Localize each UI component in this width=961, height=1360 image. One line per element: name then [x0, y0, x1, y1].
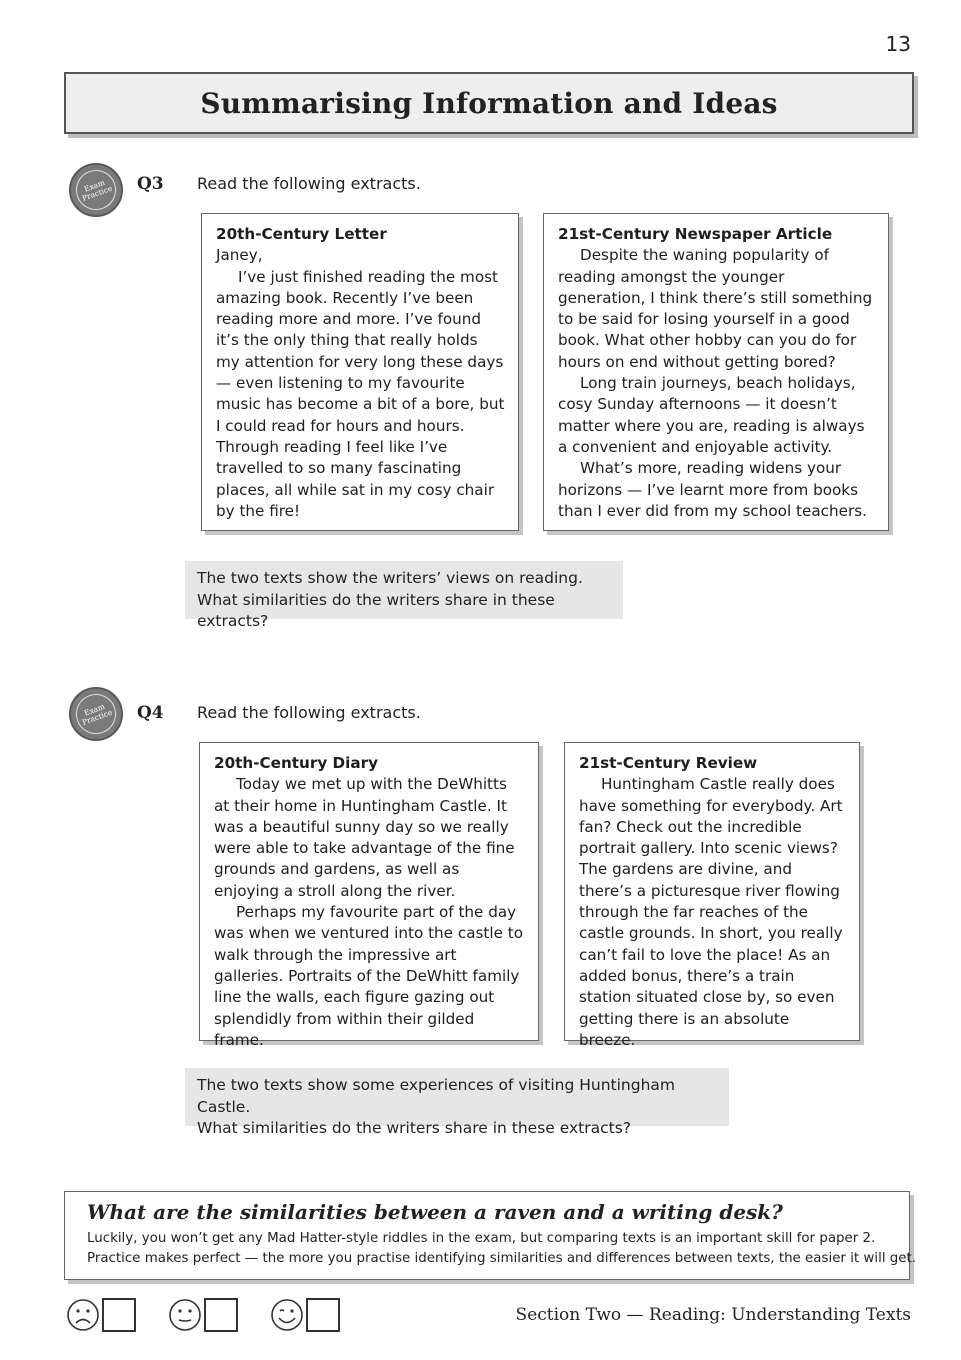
- extract-paragraph: Long train journeys, beach holidays, cosy Sunday afternoons — it doesn’t matter where you are, reading is always a convenient and enjoyable activity.: [558, 374, 865, 456]
- rating-checkbox[interactable]: [204, 1298, 238, 1332]
- sad-face-icon: [66, 1298, 100, 1332]
- question-line: The two texts show the writers’ views on reading.: [197, 569, 583, 587]
- q3-instruction: Read the following extracts.: [197, 174, 421, 193]
- extract-21st-century-newspaper-article: [543, 213, 889, 531]
- tip-title: What are the similarities between a raven and a writing desk?: [87, 1200, 783, 1224]
- tip-box: [64, 1191, 917, 1280]
- rating-sad: [66, 1298, 136, 1332]
- exam-practice-badge-icon: [69, 687, 123, 741]
- q4-question-box: [185, 1068, 729, 1137]
- extract-paragraph: Today we met up with the DeWhitts at their home in Huntingham Castle. It was a beautiful sunny day so we really were able to take advantage of the fine grounds and gardens, as well as enjoying a stroll along the river.: [214, 775, 515, 900]
- rating-neutral: [168, 1298, 238, 1332]
- q4-instruction: Read the following extracts.: [197, 703, 421, 722]
- footer-section-title: Section Two — Reading: Understanding Texts: [515, 1305, 911, 1325]
- extract-21st-century-review: [564, 742, 860, 1049]
- question-label-q4: Q4: [137, 703, 164, 723]
- extract-heading: 20th-Century Diary: [214, 754, 378, 772]
- question-label-q3: Q3: [137, 174, 164, 194]
- badge-text: Exam Practice: [80, 177, 114, 203]
- extract-paragraph: What’s more, reading widens your horizons — I’ve learnt more from books than I ever did from my school teachers.: [558, 459, 867, 520]
- extract-paragraph: Perhaps my favourite part of the day was when we ventured into the castle to walk through the impressive art galleries. Portraits of the DeWhitt family line the walls, each figure gazing out splendidly from within their gilded frame.: [214, 903, 524, 1049]
- extract-heading: 20th-Century Letter: [216, 225, 387, 243]
- extract-20th-century-diary: [199, 742, 539, 1049]
- page-number: 13: [885, 32, 911, 56]
- question-line: What similarities do the writers share in these extracts?: [197, 1119, 632, 1137]
- extract-paragraph: Despite the waning popularity of reading amongst the younger generation, I think there’s still something to be said for losing yourself in a good book. What other hobby can you do for hours on end without getting bored?: [558, 246, 873, 371]
- rating-checkbox[interactable]: [306, 1298, 340, 1332]
- rating-checkbox[interactable]: [102, 1298, 136, 1332]
- tip-text: Practice makes perfect — the more you practise identifying similarities and differences between texts, the easier it will get.: [87, 1251, 917, 1266]
- page-title: Summarising Information and Ideas: [200, 86, 778, 120]
- rating-happy: [270, 1298, 340, 1332]
- extract-20th-century-letter: [201, 213, 519, 531]
- extract-text: I’ve just finished reading the most amazing book. Recently I’ve been reading more and more. I’ve found it’s the only thing that really holds my attention for very long these days — even listening to my favourite music has become a bit of a bore, but I could read for hours and hours. Through reading I feel like I’ve travelled to so many fascinating places, all while sat in my cosy chair by the fire!: [216, 267, 505, 520]
- extract-heading: 21st-Century Newspaper Article: [558, 225, 833, 243]
- exam-practice-badge-icon: [69, 163, 123, 217]
- extract-paragraph: Huntingham Castle really does have something for everybody. Art fan? Check out the incredible portrait gallery. Into scenic views? The gardens are divine, and there’s a picturesque river flowing through the far reaches of the castle grounds. In short, you really can’t fail to love the place! As an added bonus, there’s a train station situated close by, so even getting there is an absolute breeze.: [579, 775, 843, 1049]
- question-line: The two texts show some experiences of visiting Huntingham Castle.: [197, 1076, 676, 1116]
- tip-text: Luckily, you won’t get any Mad Hatter-style riddles in the exam, but comparing texts is an important skill for paper 2.: [87, 1231, 876, 1246]
- q3-question-box: [185, 561, 623, 630]
- happy-face-icon: [270, 1298, 304, 1332]
- extract-text: Janey,: [216, 246, 263, 265]
- title-banner: [64, 72, 914, 134]
- question-line: What similarities do the writers share in these extracts?: [197, 590, 555, 630]
- badge-text: Exam Practice: [80, 701, 114, 727]
- extract-heading: 21st-Century Review: [579, 754, 758, 772]
- neutral-face-icon: [168, 1298, 202, 1332]
